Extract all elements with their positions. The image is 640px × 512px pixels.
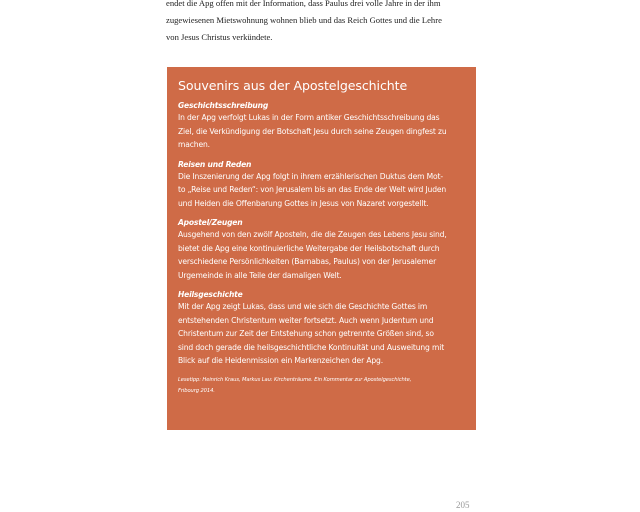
section-heading: Reisen und Reden [178,159,252,169]
intro-line: endet die Apg offen mit der Information, dass Paulus drei volle Jahre in der ihm [166,0,441,8]
section-line: sind doch gerade die heilsgeschichtliche Kontinuität und Ausweitung mit [178,342,445,352]
section-line: Blick auf die Heidenmission ein Markenzeichen der Apg. [178,356,383,365]
section-line: bietet die Apg eine kontinuierliche Weitergabe der Heilsbotschaft durch [178,243,440,253]
section-line: Mit der Apg zeigt Lukas, dass und wie sich die Geschichte Gottes im [178,302,428,311]
section-reisen-und-reden [178,159,466,211]
section-line: machen. [178,140,210,149]
intro-line: von Jesus Christus verkündete. [166,32,273,42]
section-line: Christentum zur Zeit der Entstehung schon getrennte Größen sind, so [178,329,434,338]
section-body [178,111,466,152]
literature-line: Fribourg 2014. [178,388,215,394]
section-heading: Apostel/Zeugen [178,218,243,227]
section-line: entstehenden Christentum weiter fortsetzt. Auch wenn Judentum und [178,315,434,325]
section-line: Ausgehend von den zwölf Aposteln, die die Zeugen des Lebens Jesu sind, [178,230,447,239]
literature-tip [178,375,466,398]
section-heading: Geschichtsschreibung [178,101,269,110]
box-title: Souvenirs aus der Apostelgeschichte [178,78,408,93]
section-line: verschiedene Persönlichkeiten (Barnabas, Paulus) von der Jerusalemer [178,257,437,266]
section-body [178,228,466,282]
section-line: Die Inszenierung der Apg folgt in ihrem erzählerischen Duktus dem Mot- [178,171,443,181]
section-line: Urgemeinde in alle Teile der damaligen Welt. [178,270,342,280]
section-line: und Heiden die Offenbarung Gottes in Jesus von Nazaret vorgestellt. [178,198,429,208]
section-line: Ziel, die Verkündigung der Botschaft Jesu durch seine Zeugen dingfest zu [178,126,447,136]
section-apostel-zeugen [178,217,466,282]
intro-paragraph [166,0,476,46]
page-number: 205 [456,500,470,510]
section-line: In der Apg verfolgt Lukas in der Form antiker Geschichtsschreibung das [178,113,440,122]
section-geschichtsschreibung [178,100,466,152]
souvenirs-box [167,67,476,430]
section-body [178,300,466,368]
section-line: to „Reise und Reden“: von Jerusalem bis an das Ende der Welt wird Juden [178,185,447,194]
section-body [178,170,466,211]
literature-line: Lesetipp: Heinrich Kraus, Markus Lau: Kirchenträume. Ein Kommentar zur Apostelgeschichte, [178,376,412,383]
section-heading: Heilsgeschichte [178,290,243,299]
intro-line: zugewiesenen Mietswohnung wohnen blieb und das Reich Gottes und die Lehre [166,15,442,25]
section-heilsgeschichte [178,289,466,368]
